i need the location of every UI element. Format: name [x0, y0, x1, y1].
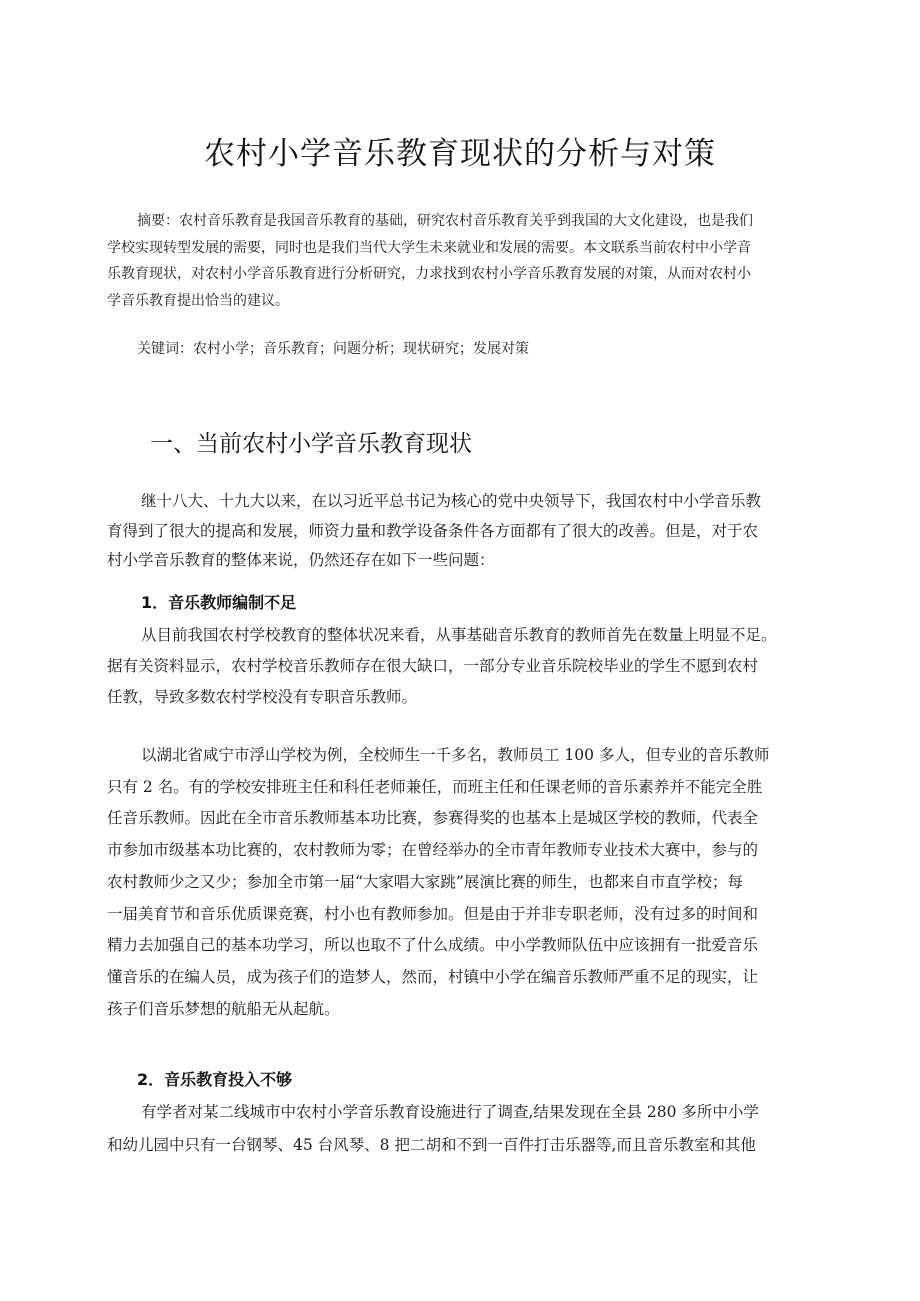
body-line: 村小学音乐教育的整体来说，仍然还存在如下一些问题：: [107, 551, 495, 569]
subsection-paragraph: [107, 620, 829, 713]
body-line: 只有 2 名。有的学校安排班主任和科任老师兼任，而班主任和任课老师的音乐素养并不能完全胜: [107, 777, 763, 796]
subsection-heading: 2．音乐教育投入不够: [137, 1070, 293, 1089]
body-line: 育得到了很大的提高和发展，师资力量和教学设备条件各方面都有了很大的改善。但是，对于农: [107, 521, 759, 540]
abstract-line: 乐教育现状，对农村小学音乐教育进行分析研究，力求找到农村小学音乐教育发展的对策，从而对农村小: [107, 266, 751, 282]
body-line: 孩子们音乐梦想的航船无从起航。: [107, 999, 340, 1018]
subsection-paragraph: [107, 1096, 829, 1162]
body-line: 以湖北省咸宁市浮山学校为例，全校师生一千多名，教师员工 100 多人，但专业的音乐教师: [141, 746, 770, 764]
keywords: 关键词：农村小学；音乐教育；问题分析；现状研究；发展对策: [137, 341, 529, 357]
abstract-line: 摘要：农村音乐教育是我国音乐教育的基础，研究农村音乐教育关乎到我国的大文化建设，也是我们: [137, 213, 753, 229]
body-line: 有学者对某二线城市中农村小学音乐教育设施进行了调查,结果发现在全县 280 多所中小学: [141, 1103, 759, 1121]
body-line: 一届美育节和音乐优质课竞赛，村小也有教师参加。但是由于并非专职老师，没有过多的时间和: [107, 904, 759, 923]
abstract: [107, 208, 829, 314]
body-line: 市参加市级基本功比赛的，农村教师为零；在曾经举办的全市青年教师专业技术大赛中，参与的: [107, 841, 759, 860]
document-title: 农村小学音乐教育现状的分析与对策: [204, 136, 716, 172]
body-line: 和幼儿园中只有一台钢琴、45 台风琴、8 把二胡和不到一百件打击乐器等,而且音乐教室和其他: [107, 1136, 756, 1154]
abstract-line: 学音乐教育提出恰当的建议。: [107, 292, 289, 309]
body-line: 懂音乐的在编人员，成为孩子们的造梦人，然而，村镇中小学在编音乐教师严重不足的现实，让: [107, 967, 759, 986]
body-line: 据有关资料显示，农村学校音乐教师存在很大缺口，一部分专业音乐院校毕业的学生不愿到农村: [107, 657, 759, 675]
body-line: 农村教师少之又少；参加全市第一届“大家唱大家跳”展演比赛的师生，也都来自市直学校；每: [107, 872, 743, 891]
body-line: 任音乐教师。因此在全市音乐教师基本功比赛，参赛得奖的也基本上是城区学校的教师，代表全: [107, 809, 759, 828]
body-line: 精力去加强自己的基本功学习，所以也取不了什么成绩。中小学教师队伍中应该拥有一批爱音乐: [107, 936, 759, 955]
abstract-line: 学校实现转型发展的需要，同时也是我们当代大学生未来就业和发展的需要。本文联系当前农村中小学音: [107, 239, 751, 256]
subsection-paragraph: [107, 740, 829, 1025]
body-line: 任教，导致多数农村学校没有专职音乐教师。: [107, 688, 418, 706]
section-heading: 一、当前农村小学音乐教育现状: [150, 431, 472, 457]
body-line: 从目前我国农村学校教育的整体状况来看，从事基础音乐教育的教师首先在数量上明显不足。: [141, 626, 777, 644]
body-line: 继十八大、十九大以来，在以习近平总书记为核心的党中央领导下，我国农村中小学音乐教: [141, 492, 762, 510]
section-intro: [107, 487, 829, 576]
subsection-heading: 1．音乐教师编制不足: [141, 593, 297, 612]
